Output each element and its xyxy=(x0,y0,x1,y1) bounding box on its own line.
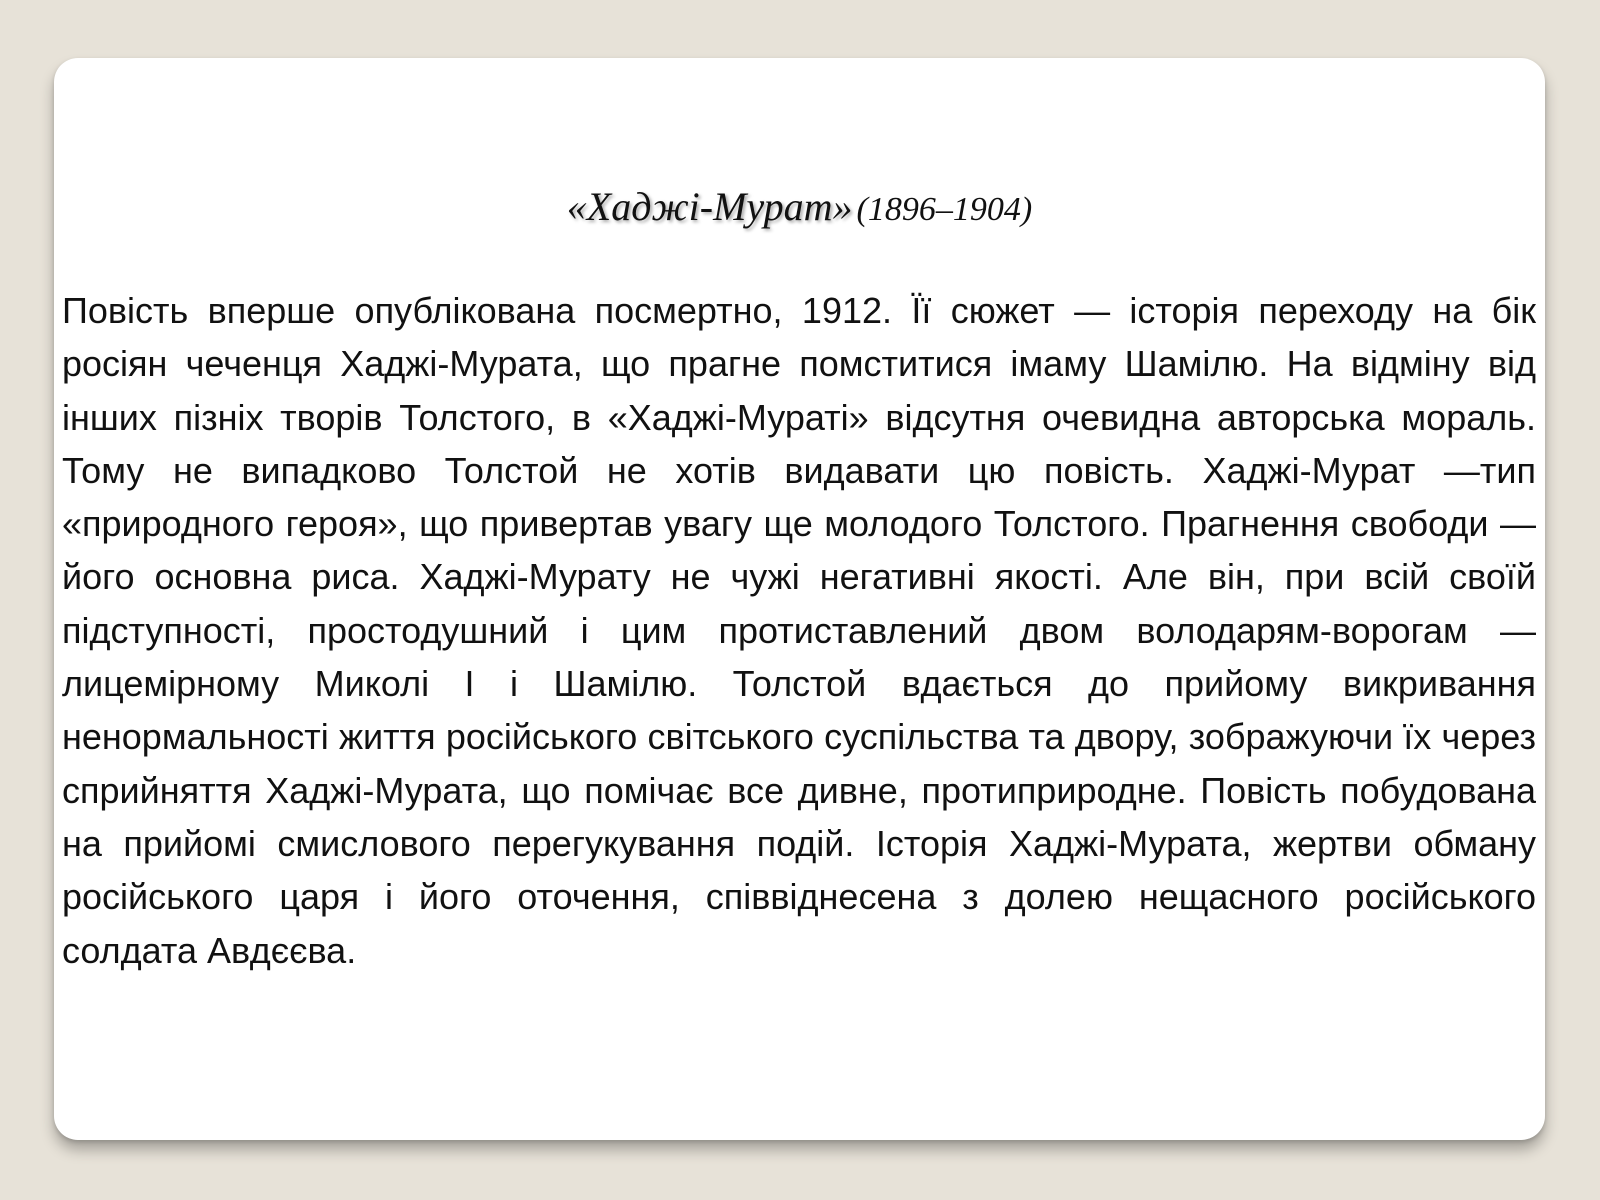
body-paragraph: Повість вперше опублікована посмертно, 1912. Її сюжет — історія переходу на бік росіян чеченця Хаджі-Мурата, що прагне помститися імаму Шамілю. На відміну від інших пізніх творів Толстого, в «Хаджі-Мураті» відсутня очевидна авторська мораль. Тому не випадково Толстой не хотів видавати цю повість. Хаджі-Мурат —тип «природного героя», що привертав увагу ще молодого Толстого. Прагнення свободи — його основна риса. Хаджі-Мурату не чужі негативні якості. Але він, при всій своїй підступності, простодушний і цим протиставлений двом володарям-ворогам — лицемірному Миколі І і Шамілю. Толстой вдається до прийому викривання ненормальності життя російського світського суспільства та двору, зображуючи їх через сприйняття Хаджі-Мурата, що помічає все дивне, протиприродне. Повість побудована на прийомі смислового перегукування подій. Історія Хаджі-Мурата, жертви обману російського царя і його оточення, співвіднесена з долею нещасного російського солдата Авдєєва. xyxy=(62,290,1536,971)
slide-card xyxy=(54,58,1545,1140)
title-main: «Хаджі-Мурат» xyxy=(566,184,853,229)
title-years: (1896–1904) xyxy=(856,191,1033,228)
slide-title xyxy=(54,183,1545,230)
